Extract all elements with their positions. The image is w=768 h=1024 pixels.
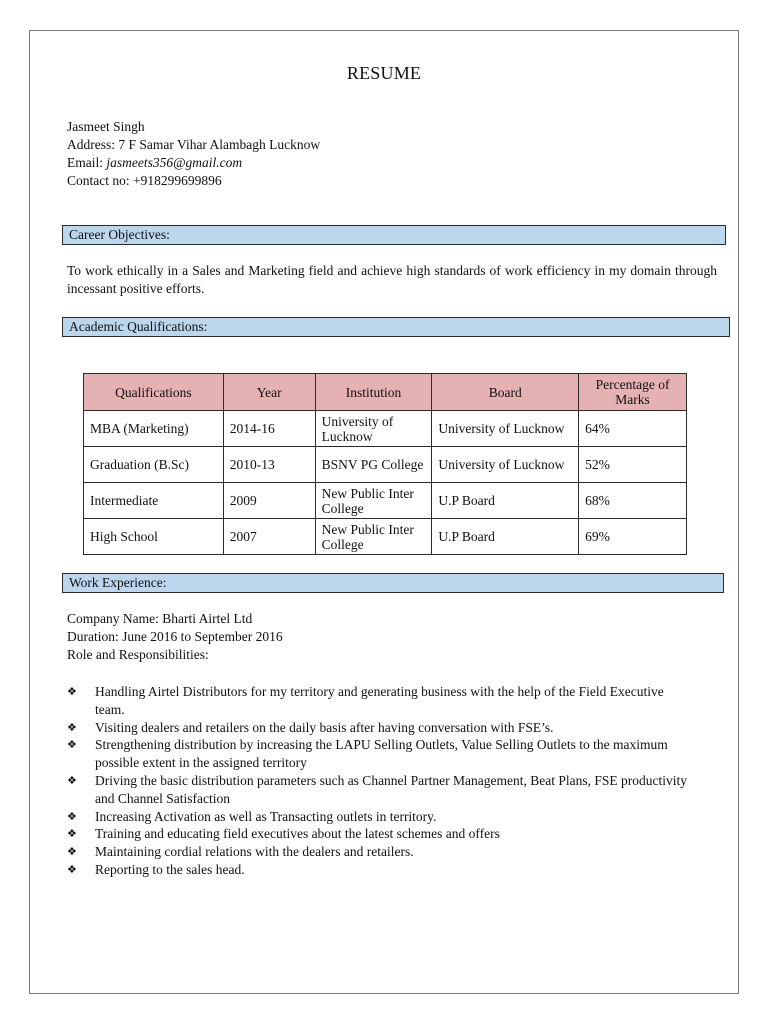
diamond-bullet-icon: ❖ [67, 685, 77, 698]
career-objective-text: To work ethically in a Sales and Marketing field and achieve high standards of work efficiency in my domain through incessant positive efforts. [67, 263, 717, 296]
duty-text: Strengthening distribution by increasing the LAPU Selling Outlets, Value Selling Outlets to the maximum possible extent in the assigned territory [95, 737, 668, 771]
address-value: 7 F Samar Vihar Alambagh Lucknow [118, 137, 321, 152]
duty-text: Handling Airtel Distributors for my territory and generating business with the help of the Field Executive team. [95, 684, 664, 717]
section-academic-qualifications: Academic Qualifications: [62, 317, 730, 337]
responsibilities-list [67, 683, 687, 879]
list-item [67, 736, 687, 772]
cell-year: 2009 [223, 483, 315, 519]
cell-board: University of Lucknow [432, 411, 579, 447]
header-qualifications: Qualifications [84, 374, 224, 411]
table-row [84, 519, 687, 555]
table-row [84, 411, 687, 447]
cell-institution: New Public Inter College [315, 519, 432, 555]
cell-percentage: 69% [579, 519, 687, 555]
diamond-bullet-icon: ❖ [67, 827, 77, 841]
header-year: Year [223, 374, 315, 411]
cell-institution: BSNV PG College [315, 447, 432, 483]
cell-qualification: Graduation (B.Sc) [84, 447, 224, 483]
list-item [67, 683, 687, 719]
header-institution: Institution [315, 374, 432, 411]
company-name: Company Name: Bharti Airtel Ltd [67, 611, 253, 626]
cell-board: U.P Board [432, 483, 579, 519]
address-line [67, 136, 320, 154]
email-line [67, 154, 320, 172]
resume-title: RESUME [346, 63, 422, 83]
header-percentage: Percentage of Marks [579, 374, 687, 411]
header-board: Board [432, 374, 579, 411]
work-duration: Duration: June 2016 to September 2016 [67, 629, 283, 644]
cell-qualification: MBA (Marketing) [84, 411, 224, 447]
duty-text: Increasing Activation as well as Transacting outlets in territory. [95, 808, 437, 824]
list-item [67, 825, 687, 843]
table-row [84, 483, 687, 519]
work-summary [67, 610, 283, 664]
academic-table [83, 373, 687, 555]
role-heading: Role and Responsibilities: [67, 647, 209, 662]
cell-institution: University of Lucknow [315, 411, 432, 447]
diamond-bullet-icon: ❖ [67, 773, 77, 787]
cell-qualification: High School [84, 519, 224, 555]
diamond-bullet-icon: ❖ [67, 845, 77, 859]
list-item [67, 861, 687, 879]
duty-text: Driving the basic distribution parameters such as Channel Partner Management, Beat Plans, FSE productivity and Channel Satisfaction [95, 772, 688, 806]
academic-table-header [84, 374, 687, 411]
email-value[interactable]: jasmeets356@gmail.com [106, 155, 243, 170]
cell-year: 2007 [223, 519, 315, 555]
diamond-bullet-icon: ❖ [67, 720, 77, 734]
table-row [84, 447, 687, 483]
contact-line [67, 172, 320, 190]
diamond-bullet-icon: ❖ [67, 738, 77, 752]
duty-text: Maintaining cordial relations with the dealers and retailers. [95, 844, 414, 860]
address-label: Address: [67, 137, 115, 152]
list-item [67, 808, 687, 826]
diamond-bullet-icon: ❖ [67, 809, 77, 823]
list-item [67, 719, 687, 737]
cell-qualification: Intermediate [84, 483, 224, 519]
contact-value: +918299699896 [133, 173, 222, 188]
diamond-bullet-icon: ❖ [67, 862, 77, 876]
list-item [67, 772, 687, 808]
candidate-name: Jasmeet Singh [67, 119, 145, 134]
contact-label: Contact no: [67, 173, 130, 188]
duty-text: Training and educating field executives about the latest schemes and offers [95, 826, 500, 842]
section-career-objectives: Career Objectives: [62, 225, 726, 245]
cell-percentage: 52% [579, 447, 687, 483]
cell-percentage: 64% [579, 411, 687, 447]
duty-text: Reporting to the sales head. [95, 861, 245, 877]
cell-board: U.P Board [432, 519, 579, 555]
contact-block [67, 118, 320, 190]
duty-text: Visiting dealers and retailers on the daily basis after having conversation with FSE’s. [95, 719, 554, 735]
email-label: Email: [67, 155, 103, 170]
section-work-experience: Work Experience: [62, 573, 724, 593]
list-item [67, 843, 687, 861]
cell-percentage: 68% [579, 483, 687, 519]
cell-year: 2010-13 [223, 447, 315, 483]
cell-institution: New Public Inter College [315, 483, 432, 519]
cell-year: 2014-16 [223, 411, 315, 447]
cell-board: University of Lucknow [432, 447, 579, 483]
